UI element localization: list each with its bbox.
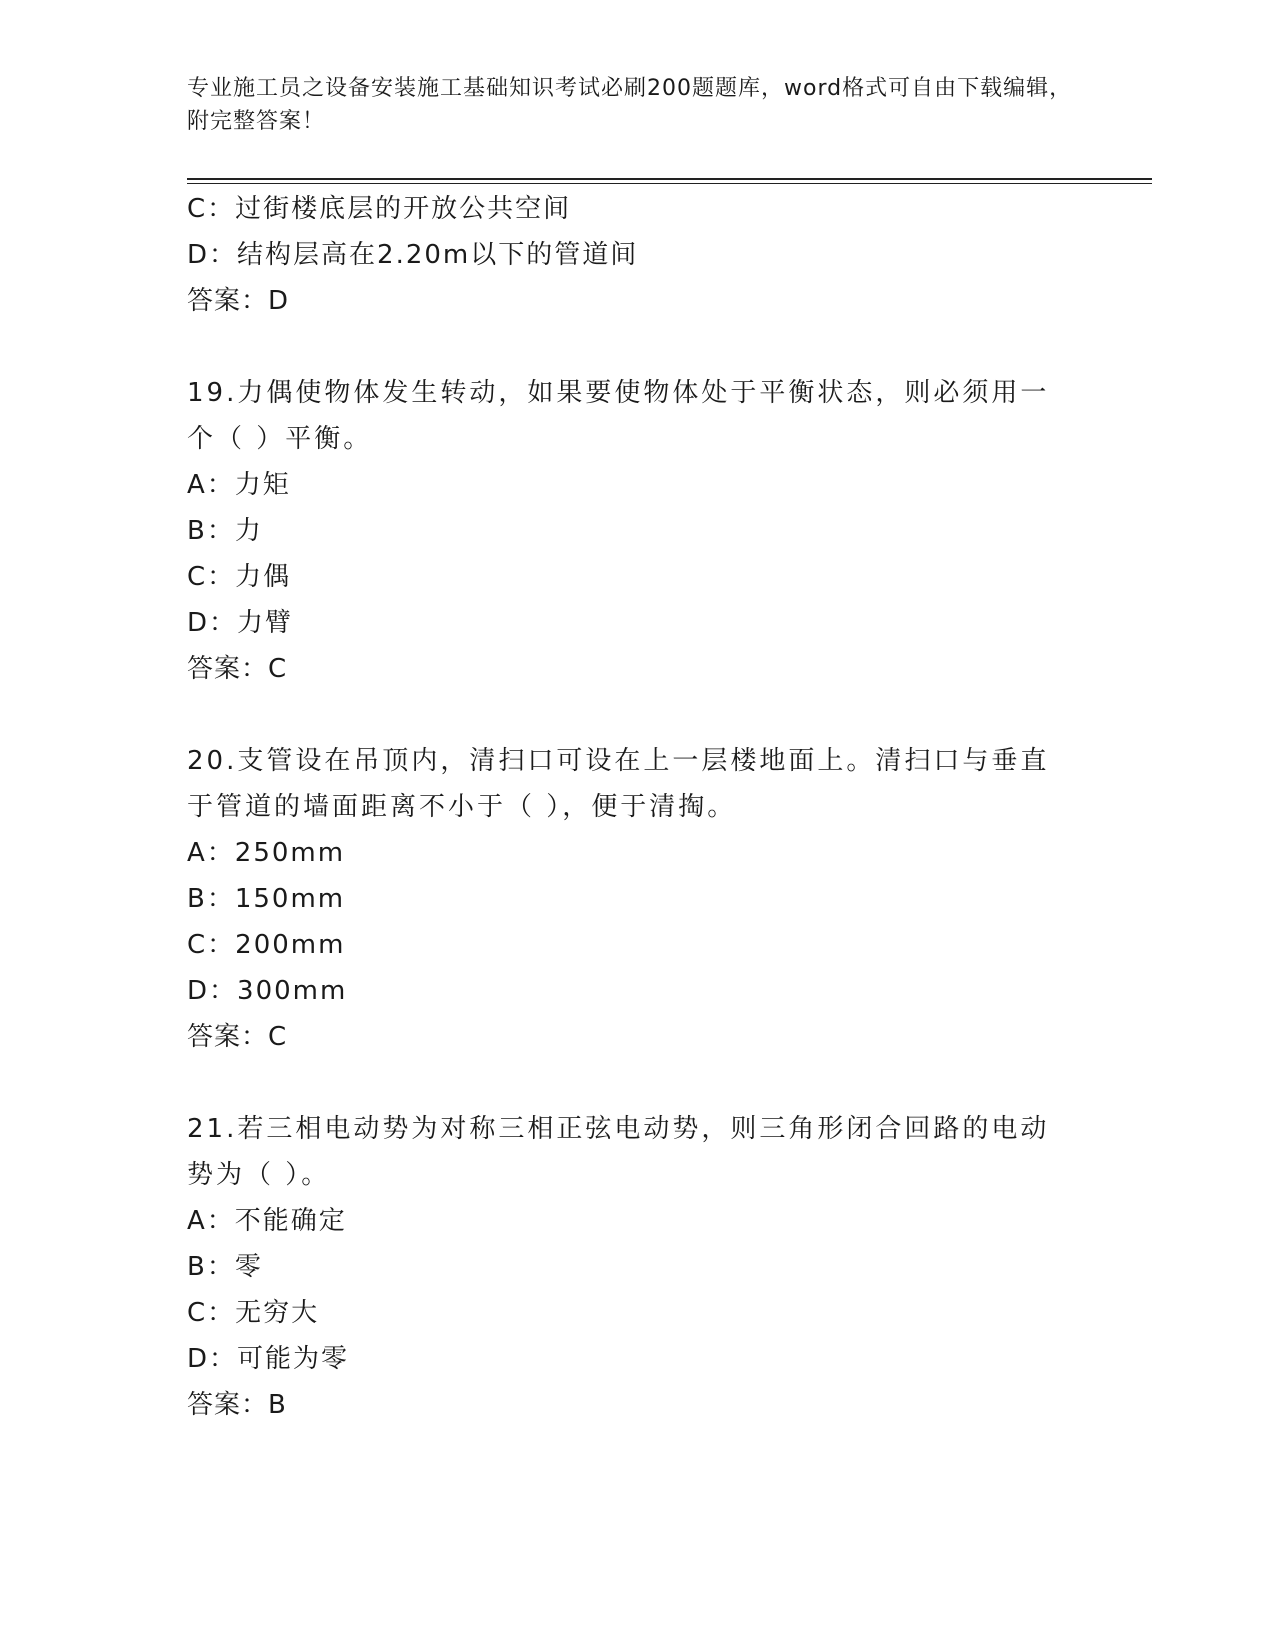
question-20 [187,738,1087,1060]
spacer [187,324,1087,370]
answer-line: 答案：D [187,286,290,316]
option-a: A：250mm [187,838,346,868]
answer-line: 答案：B [187,1390,287,1420]
spacer [187,692,1087,738]
answer-line: 答案：C [187,1022,288,1052]
document-body [187,186,1087,1428]
page-header: 专业施工员之设备安装施工基础知识考试必刷200题题库，word格式可自由下载编辑，附完整答案！ [187,76,1073,134]
option-c: C：无穷大 [187,1298,320,1328]
question-19 [187,370,1087,692]
option-c: C：200mm [187,930,346,960]
option-d: D：可能为零 [187,1344,350,1374]
option-d: D：力臂 [187,608,294,638]
question-21 [187,1106,1087,1428]
question-text: 20.支管设在吊顶内，清扫口可设在上一层楼地面上。清扫口与垂直于管道的墙面距离不小于（ ），便于清掏。 [187,746,1050,822]
answer-line: 答案：C [187,654,288,684]
option-b: B：力 [187,516,263,546]
question-18-fragment [187,186,1087,324]
question-text: 21.若三相电动势为对称三相正弦电动势，则三角形闭合回路的电动势为（ ）。 [187,1114,1050,1190]
option-c: C：过街楼底层的开放公共空间 [187,194,572,224]
option-a: A：力矩 [187,470,291,500]
option-c: C：力偶 [187,562,292,592]
option-b: B：150mm [187,884,346,914]
header-rule-thin [187,183,1152,184]
option-b: B：零 [187,1252,263,1282]
header-rule-thick [187,178,1152,180]
option-a: A：不能确定 [187,1206,347,1236]
spacer [187,1060,1087,1106]
option-d: D：300mm [187,976,348,1006]
option-d: D：结构层高在2.20m以下的管道间 [187,240,639,270]
question-text: 19.力偶使物体发生转动，如果要使物体处于平衡状态，则必须用一个（ ）平衡。 [187,378,1050,454]
